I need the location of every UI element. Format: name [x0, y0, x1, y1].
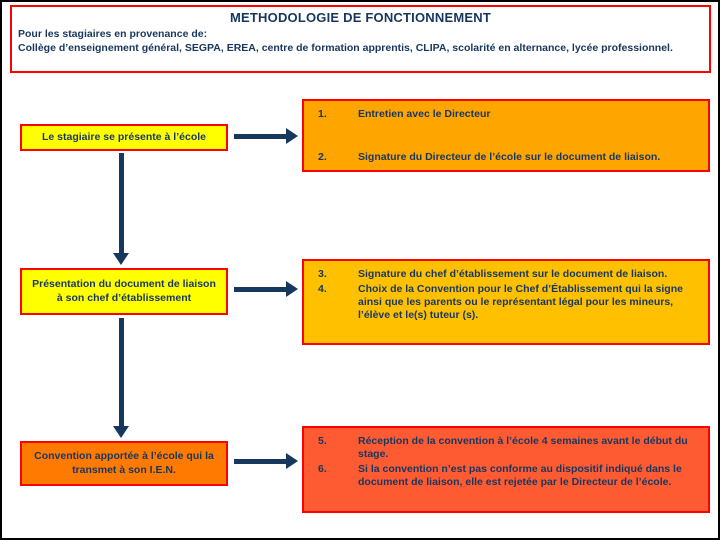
item-number: 2.: [318, 150, 327, 163]
item-text: Signature du chef d’établissement sur le document de liaison.: [358, 268, 668, 280]
item-text: Entretien avec le Directeur: [358, 108, 491, 120]
item-number: 4.: [318, 283, 327, 296]
down-arrow-icon-2: [119, 318, 124, 426]
right-arrow-icon-2: [234, 287, 286, 292]
item-text: Si la convention n’est pas conforme au dispositif indiqué dans le document de liaison, elle est rejetée par le Directeur de l’école.: [358, 463, 682, 489]
flow-step-1: [20, 124, 228, 151]
flow-step-2: [20, 268, 228, 315]
item-number: 6.: [318, 463, 327, 476]
item-number: 1.: [318, 108, 327, 120]
intro-line-1: Pour les stagiaires en provenance de:: [18, 28, 208, 40]
flow-step-1-label: Le stagiaire se présente à l’école: [41, 130, 206, 143]
detail-box-1: [302, 99, 710, 172]
detail-item-2: [318, 151, 698, 164]
item-text: Choix de la Convention pour le Chef d’Établissement qui la signe ainsi que les parents ou le représentant légal pour les mineurs, l’élève et le(s) tuteur (s).: [358, 283, 683, 322]
right-arrow-icon-3: [234, 459, 286, 464]
detail-item-4: [318, 283, 698, 322]
item-number: 5.: [318, 435, 327, 447]
detail-item-5: [318, 435, 698, 461]
intro-line-2: Collège d’enseignement général, SEGPA, EREA, centre de formation apprentis, CLIPA, scolarité en alternance, lycée professionnel.: [18, 41, 673, 54]
item-number: 3.: [318, 268, 327, 280]
detail-item-1: [318, 108, 698, 121]
detail-item-3: [318, 268, 698, 281]
flow-step-3-label: Convention apportée à l’école qui la transmet à son I.E.N.: [34, 450, 214, 476]
detail-item-6: [318, 463, 698, 489]
header-box: [10, 5, 711, 73]
flow-step-2-label: Présentation du document de liaison à son chef d’établissement: [32, 278, 216, 304]
page-title: METHODOLOGIE DE FONCTIONNEMENT: [230, 10, 491, 25]
detail-box-3: [302, 426, 710, 513]
flow-step-3: [20, 441, 228, 486]
right-arrow-icon-1: [234, 134, 286, 139]
down-arrow-icon-1: [119, 153, 124, 253]
item-text: Réception de la convention à l’école 4 semaines avant le début du stage.: [358, 435, 688, 461]
detail-box-2: [302, 259, 710, 345]
item-text: Signature du Directeur de l’école sur le document de liaison.: [358, 150, 661, 163]
